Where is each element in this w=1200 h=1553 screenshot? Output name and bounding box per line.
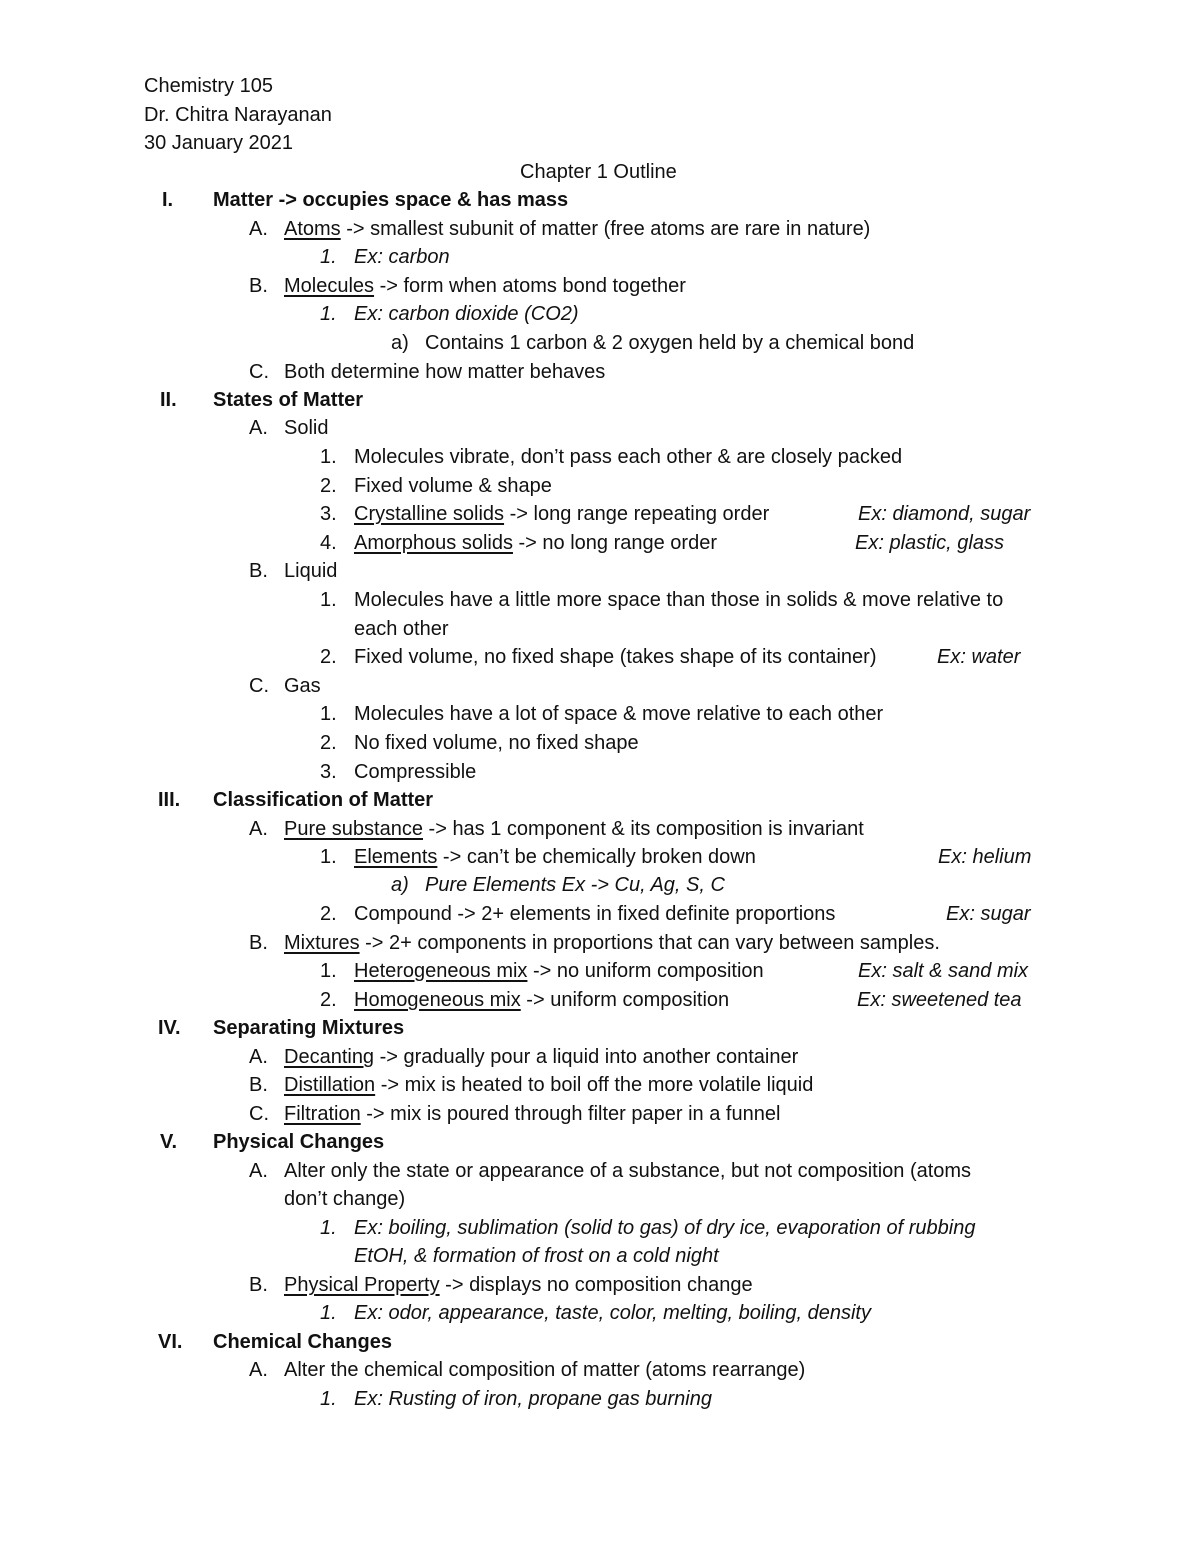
document-title: Chapter 1 Outline <box>520 161 677 183</box>
list-marker: 1. <box>320 960 337 982</box>
list-marker: 1. <box>320 446 337 468</box>
list-item-text: No fixed volume, no fixed shape <box>354 732 639 754</box>
list-marker: A. <box>249 1046 268 1068</box>
list-item <box>284 1073 813 1097</box>
list-marker: 2. <box>320 903 337 925</box>
definition: -> mix is poured through filter paper in a funnel <box>360 1103 781 1125</box>
term: Mixtures <box>284 932 360 954</box>
list-marker: 2. <box>320 475 337 497</box>
list-marker: B. <box>249 1074 268 1096</box>
list-marker: 2. <box>320 646 337 668</box>
section-numeral: IV. <box>158 1017 181 1039</box>
list-item <box>284 1045 798 1069</box>
list-marker: 3. <box>320 503 337 525</box>
list-item <box>284 1273 753 1297</box>
example-text: Ex: carbon dioxide (CO2) <box>354 303 579 325</box>
list-marker: C. <box>249 1103 269 1125</box>
course-name: Chemistry 105 <box>144 75 273 97</box>
list-item-text: Fixed volume, no fixed shape (takes shape of its container) <box>354 646 877 668</box>
list-marker: 1. <box>320 246 337 268</box>
list-marker: 1. <box>320 303 337 325</box>
list-marker: A. <box>249 1160 268 1182</box>
list-item-text: Molecules have a lot of space & move relative to each other <box>354 703 884 725</box>
definition: -> form when atoms bond together <box>374 275 686 297</box>
section-numeral: II. <box>160 389 177 411</box>
list-marker: 1. <box>320 1388 337 1410</box>
list-marker: B. <box>249 1274 268 1296</box>
example-text: Ex: diamond, sugar <box>858 503 1031 525</box>
list-marker: C. <box>249 675 269 697</box>
term: Molecules <box>284 275 375 297</box>
definition: -> smallest subunit of matter (free atoms are rare in nature) <box>340 218 871 240</box>
definition: -> has 1 component & its composition is invariant <box>422 818 864 840</box>
list-marker: A. <box>249 818 268 840</box>
list-item <box>284 274 686 298</box>
list-marker: 1. <box>320 846 337 868</box>
section-heading: Separating Mixtures <box>213 1017 405 1039</box>
definition: -> no long range order <box>512 532 717 554</box>
list-item-text: Compound -> 2+ elements in fixed definite proportions <box>354 903 836 925</box>
list-item <box>284 217 870 241</box>
section-heading: Chemical Changes <box>213 1331 392 1353</box>
list-marker: 2. <box>320 732 337 754</box>
list-item <box>284 931 940 955</box>
term: Filtration <box>284 1103 361 1125</box>
definition: -> long range repeating order <box>504 503 770 525</box>
list-item-text-continued: don’t change) <box>284 1188 406 1210</box>
example-text: Ex: Rusting of iron, propane gas burning <box>354 1388 712 1410</box>
list-marker: a) <box>391 874 409 896</box>
list-item-text: Compressible <box>354 761 477 783</box>
section-heading: States of Matter <box>213 389 364 411</box>
list-marker: 1. <box>320 1302 337 1324</box>
list-marker: B. <box>249 560 268 582</box>
term: Heterogeneous mix <box>354 960 528 982</box>
list-marker: 3. <box>320 761 337 783</box>
definition: -> 2+ components in proportions that can vary between samples. <box>359 932 940 954</box>
example-text: Ex: odor, appearance, taste, color, melting, boiling, density <box>354 1302 871 1324</box>
definition: -> displays no composition change <box>439 1274 753 1296</box>
definition: -> mix is heated to boil off the more volatile liquid <box>375 1074 814 1096</box>
term: Crystalline solids <box>354 503 505 525</box>
term: Elements <box>354 846 438 868</box>
list-marker: a) <box>391 332 409 354</box>
section-numeral: VI. <box>158 1331 183 1353</box>
list-item-text: Molecules have a little more space than those in solids & move relative to <box>354 589 1004 611</box>
list-item-text: Solid <box>284 417 329 439</box>
section-numeral: V. <box>160 1131 178 1153</box>
list-item <box>284 817 864 841</box>
list-item-text: Contains 1 carbon & 2 oxygen held by a chemical bond <box>425 332 915 354</box>
definition: -> gradually pour a liquid into another container <box>374 1046 799 1068</box>
list-marker: 4. <box>320 532 337 554</box>
example-text: Ex: sweetened tea <box>857 989 1022 1011</box>
list-item <box>354 845 756 869</box>
list-item <box>354 988 729 1012</box>
document-date: 30 January 2021 <box>144 132 294 154</box>
example-text: Ex: carbon <box>354 246 450 268</box>
example-text: Pure Elements Ex -> Cu, Ag, S, C <box>425 874 725 896</box>
list-item <box>354 502 769 526</box>
list-item-text: Fixed volume & shape <box>354 475 552 497</box>
term: Physical Property <box>284 1274 440 1296</box>
example-text: Ex: water <box>937 646 1021 668</box>
term: Decanting <box>284 1046 375 1068</box>
instructor-name: Dr. Chitra Narayanan <box>144 104 332 126</box>
list-item-text: Alter only the state or appearance of a substance, but not composition (atoms <box>284 1160 972 1182</box>
list-marker: B. <box>249 932 268 954</box>
example-text: Ex: boiling, sublimation (solid to gas) of dry ice, evaporation of rubbing <box>354 1217 976 1239</box>
term: Distillation <box>284 1074 376 1096</box>
list-marker: 1. <box>320 589 337 611</box>
section-heading: Classification of Matter <box>213 789 434 811</box>
list-item-text: Liquid <box>284 560 338 582</box>
list-item <box>354 531 717 555</box>
list-item <box>284 1102 780 1126</box>
section-numeral: I. <box>162 189 174 211</box>
list-marker: A. <box>249 417 268 439</box>
definition: -> can’t be chemically broken down <box>437 846 756 868</box>
list-marker: 1. <box>320 703 337 725</box>
example-text: Ex: helium <box>938 846 1032 868</box>
example-text: Ex: sugar <box>946 903 1031 925</box>
example-text: Ex: plastic, glass <box>855 532 1004 554</box>
list-item-text: Gas <box>284 675 321 697</box>
list-marker: B. <box>249 275 268 297</box>
section-heading: Physical Changes <box>213 1131 385 1153</box>
section-heading: Matter -> occupies space & has mass <box>213 189 569 211</box>
example-text-continued: EtOH, & formation of frost on a cold night <box>354 1245 719 1267</box>
list-marker: C. <box>249 361 269 383</box>
definition: -> uniform composition <box>520 989 730 1011</box>
list-marker: A. <box>249 1359 268 1381</box>
term: Amorphous solids <box>354 532 513 554</box>
definition: -> no uniform composition <box>527 960 764 982</box>
term: Atoms <box>284 218 341 240</box>
term: Homogeneous mix <box>354 989 521 1011</box>
list-marker: 1. <box>320 1217 337 1239</box>
list-item-text-continued: each other <box>354 618 449 640</box>
list-marker: 2. <box>320 989 337 1011</box>
list-item-text: Molecules vibrate, don’t pass each other & are closely packed <box>354 446 903 468</box>
list-item <box>354 959 764 983</box>
section-numeral: III. <box>158 789 181 811</box>
term: Pure substance <box>284 818 423 840</box>
list-item-text: Both determine how matter behaves <box>284 361 606 383</box>
list-item-text: Alter the chemical composition of matter (atoms rearrange) <box>284 1359 806 1381</box>
example-text: Ex: salt & sand mix <box>858 960 1029 982</box>
list-marker: A. <box>249 218 268 240</box>
